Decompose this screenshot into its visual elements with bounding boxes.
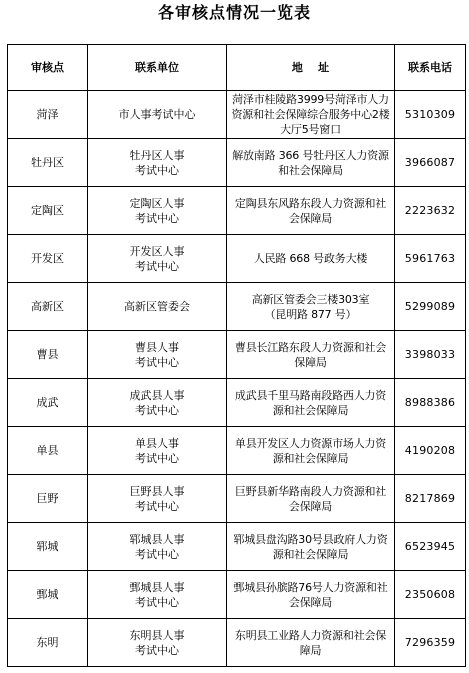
cell-unit: 鄄城县人事 考试中心 <box>88 571 227 619</box>
cell-address: 定陶县东风路东段人力资源和社会保障局 <box>227 187 395 235</box>
table-row <box>8 475 466 523</box>
cell-phone: 4190208 <box>395 427 466 475</box>
table-row <box>8 283 466 331</box>
cell-site: 鄄城 <box>8 571 88 619</box>
cell-phone: 3398033 <box>395 331 466 379</box>
table-row <box>8 91 466 139</box>
header-phone: 联系电话 <box>395 45 466 91</box>
table-row <box>8 427 466 475</box>
cell-site: 单县 <box>8 427 88 475</box>
cell-site: 菏泽 <box>8 91 88 139</box>
cell-phone: 5310309 <box>395 91 466 139</box>
cell-phone: 5299089 <box>395 283 466 331</box>
header-address: 地 址 <box>227 45 395 91</box>
table-row <box>8 235 466 283</box>
table-row <box>8 379 466 427</box>
cell-phone: 3966087 <box>395 139 466 187</box>
cell-phone: 8217869 <box>395 475 466 523</box>
cell-address: 巨野县新华路南段人力资源和社会保障局 <box>227 475 395 523</box>
cell-unit: 单县人事 考试中心 <box>88 427 227 475</box>
cell-site: 高新区 <box>8 283 88 331</box>
cell-phone: 5961763 <box>395 235 466 283</box>
cell-address: 鄄城县孙膑路76号人力资源和社会保障局 <box>227 571 395 619</box>
cell-phone: 8988386 <box>395 379 466 427</box>
cell-address: 成武县千里马路南段路西人力资源和社会保障局 <box>227 379 395 427</box>
cell-unit: 开发区人事 考试中心 <box>88 235 227 283</box>
cell-address: 曹县长江路东段人力资源和社会保障局 <box>227 331 395 379</box>
cell-phone: 6523945 <box>395 523 466 571</box>
cell-address: 东明县工业路人力资源和社会保障局 <box>227 619 395 667</box>
cell-site: 开发区 <box>8 235 88 283</box>
cell-unit: 牡丹区人事 考试中心 <box>88 139 227 187</box>
table-row <box>8 331 466 379</box>
cell-site: 东明 <box>8 619 88 667</box>
table-row <box>8 571 466 619</box>
cell-unit: 定陶区人事 考试中心 <box>88 187 227 235</box>
cell-site: 巨野 <box>8 475 88 523</box>
page-title: 各审核点情况一览表 <box>157 3 311 22</box>
cell-address: 单县开发区人力资源市场人力资源和社会保障局 <box>227 427 395 475</box>
cell-address: 高新区管委会三楼303室 （昆明路 877 号） <box>227 283 395 331</box>
cell-site: 郓城 <box>8 523 88 571</box>
cell-unit: 巨野县人事 考试中心 <box>88 475 227 523</box>
cell-phone: 7296359 <box>395 619 466 667</box>
cell-unit: 市人事考试中心 <box>88 91 227 139</box>
cell-unit: 东明县人事 考试中心 <box>88 619 227 667</box>
cell-address: 郓城县盘沟路30号县政府人力资源和社会保障局 <box>227 523 395 571</box>
cell-address: 人民路 668 号政务大楼 <box>227 235 395 283</box>
cell-site: 牡丹区 <box>8 139 88 187</box>
cell-phone: 2223632 <box>395 187 466 235</box>
review-sites-table <box>7 44 466 667</box>
cell-phone: 2350608 <box>395 571 466 619</box>
cell-unit: 曹县人事 考试中心 <box>88 331 227 379</box>
table-row <box>8 523 466 571</box>
cell-site: 曹县 <box>8 331 88 379</box>
cell-unit: 成武县人事 考试中心 <box>88 379 227 427</box>
cell-site: 定陶区 <box>8 187 88 235</box>
cell-site: 成武 <box>8 379 88 427</box>
cell-unit: 郓城县人事 考试中心 <box>88 523 227 571</box>
header-unit: 联系单位 <box>88 45 227 91</box>
table-row <box>8 139 466 187</box>
table-row <box>8 619 466 667</box>
cell-address: 解放南路 366 号牡丹区人力资源和社会保障局 <box>227 139 395 187</box>
cell-address: 菏泽市桂陵路3999号菏泽市人力资源和社会保障综合服务中心2楼大厅5号窗口 <box>227 91 395 139</box>
cell-unit: 高新区管委会 <box>88 283 227 331</box>
header-site: 审核点 <box>8 45 88 91</box>
table-header-row <box>8 45 466 91</box>
table-row <box>8 187 466 235</box>
